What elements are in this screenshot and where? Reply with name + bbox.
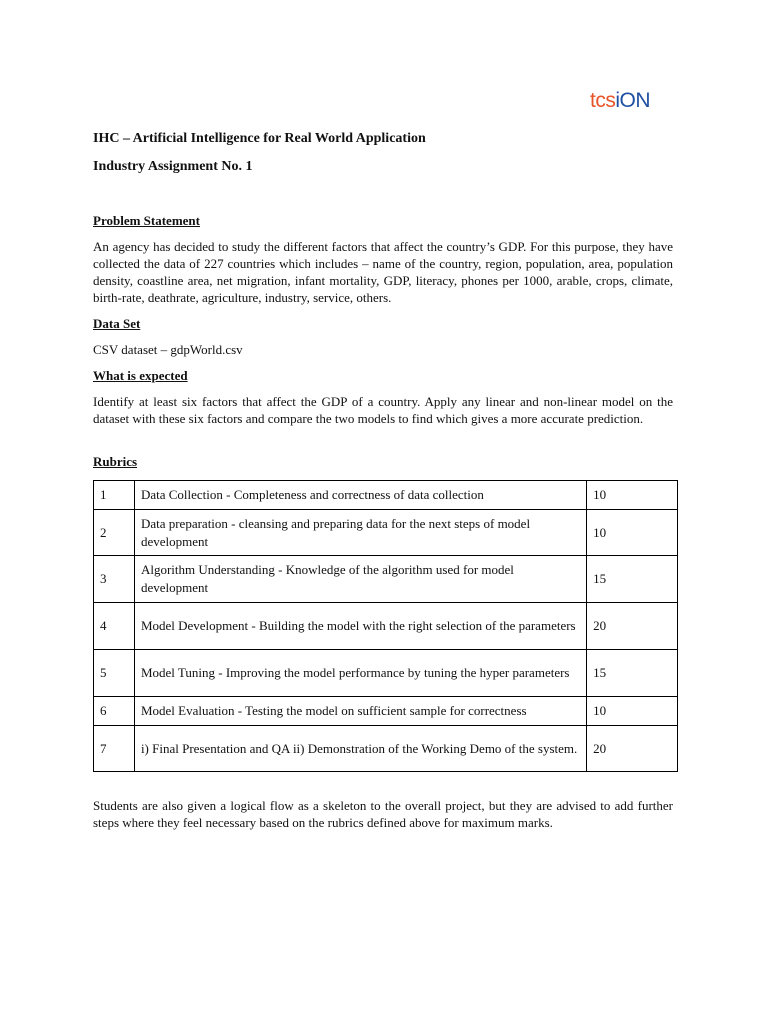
table-row [94, 603, 678, 650]
row-description: Model Development - Building the model with the right selection of the parameters [134, 603, 586, 650]
document-title: IHC – Artificial Intelligence for Real World Application [93, 131, 426, 146]
what-is-expected-text: Identify at least six factors that affect the GDP of a country. Apply any linear and non-linear model on the dataset with these six factors and compare the two models to find which gives a more accurate prediction. [93, 394, 673, 426]
row-number: 6 [94, 697, 135, 726]
row-marks: 20 [587, 603, 678, 650]
row-marks: 20 [587, 726, 678, 772]
problem-statement-heading: Problem Statement [93, 213, 200, 228]
rubrics-heading: Rubrics [93, 454, 138, 469]
row-number: 5 [94, 650, 135, 697]
table-row [94, 481, 678, 510]
logo-tcs-text: tcs [590, 89, 616, 112]
table-row [94, 650, 678, 697]
tcs-ion-logo [590, 90, 650, 111]
row-description: Data preparation - cleansing and preparing data for the next steps of model development [134, 510, 586, 556]
row-description: Model Evaluation - Testing the model on sufficient sample for correctness [134, 697, 586, 726]
row-marks: 10 [587, 481, 678, 510]
row-number: 3 [94, 556, 135, 603]
data-set-heading: Data Set [93, 316, 141, 331]
row-description: Algorithm Understanding - Knowledge of the algorithm used for model development [134, 556, 586, 603]
row-description: i) Final Presentation and QA ii) Demonstration of the Working Demo of the system. [134, 726, 586, 772]
row-marks: 15 [587, 556, 678, 603]
row-number: 7 [94, 726, 135, 772]
table-row [94, 556, 678, 603]
row-marks: 15 [587, 650, 678, 697]
document-subtitle: Industry Assignment No. 1 [93, 159, 253, 174]
row-number: 2 [94, 510, 135, 556]
rubrics-table [93, 480, 678, 772]
row-marks: 10 [587, 510, 678, 556]
data-set-text: CSV dataset – gdpWorld.csv [93, 342, 243, 357]
table-row [94, 510, 678, 556]
row-description: Data Collection - Completeness and correctness of data collection [134, 481, 586, 510]
row-number: 4 [94, 603, 135, 650]
row-number: 1 [94, 481, 135, 510]
table-row [94, 726, 678, 772]
logo-ion-text: iON [615, 89, 651, 112]
closing-paragraph: Students are also given a logical flow as a skeleton to the overall project, but they are advised to add further steps where they feel necessary based on the rubrics defined above for maximum marks. [93, 798, 673, 830]
problem-statement-text: An agency has decided to study the different factors that affect the country’s GDP. For this purpose, they have collected the data of 227 countries which includes – name of the country, region, population, area, population density, coastline area, net migration, infant mortality, GDP, literacy, phones per 1000, arable, crops, climate, birth-rate, deathrate, agriculture, industry, service, others. [93, 239, 673, 305]
table-row [94, 697, 678, 726]
row-description: Model Tuning - Improving the model performance by tuning the hyper parameters [134, 650, 586, 697]
row-marks: 10 [587, 697, 678, 726]
what-is-expected-heading: What is expected [93, 368, 188, 383]
